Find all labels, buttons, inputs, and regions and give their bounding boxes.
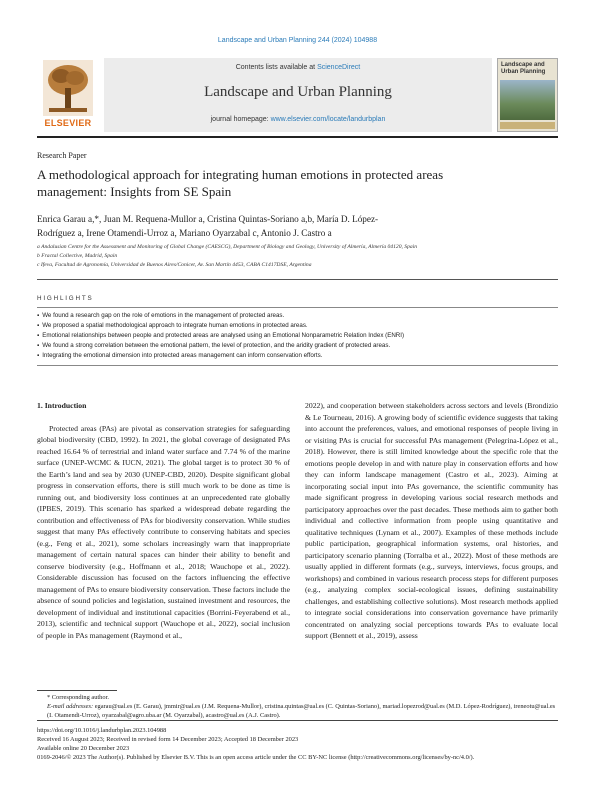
highlight-item: ▪ We found a strong correlation between the emotional pattern, the level of protection, and the aridity gradient of protected areas. bbox=[37, 341, 558, 351]
highlight-item: ▪ Emotional relationships between people and protected areas are analysed using an Emotional Nonparametric Relation Index (ENRI) bbox=[37, 331, 558, 341]
corresponding-author-note: * Corresponding author. bbox=[47, 694, 109, 701]
homepage-link[interactable]: www.elsevier.com/locate/landurbplan bbox=[270, 116, 386, 123]
highlight-item: ▪ We proposed a spatial methodological approach to integrate human emotions in protected areas. bbox=[37, 321, 558, 331]
homepage-prefix: journal homepage: bbox=[210, 116, 271, 123]
sciencedirect-link[interactable]: ScienceDirect bbox=[317, 64, 361, 71]
contents-line bbox=[104, 64, 492, 71]
received-dates: Received 16 August 2023; Received in revised form 14 December 2023; Accepted 18 December 2023 bbox=[37, 736, 299, 743]
contents-prefix: Contents lists available at bbox=[235, 64, 318, 71]
affiliation-a: a Andalusian Centre for the Assessment and Monitoring of Global Change (CAESCG), Department of Biology and Geology, University of Almería, Almería 04120, Spain bbox=[37, 244, 418, 250]
header-divider bbox=[37, 136, 558, 138]
journal-reference[interactable]: Landscape and Urban Planning 244 (2024) 104988 bbox=[217, 37, 378, 44]
article-title: A methodological approach for integrating human emotions in protected areas management: Insights from SE Spain bbox=[37, 167, 444, 199]
intro-paragraph-left: Protected areas (PAs) are pivotal as conservation strategies for safeguarding global biodiversity (CBD, 1992). In 2021, the global coverage of designated PAs reached 16.64 % of terrestrial and inland water surface and 7.74 % of the marine surface (UNEP-WCMC & IUCN, 2021). The global target is to protect 30 % of the Earth’s land and sea by 2030 (UNEP-CBD, 2020). Despite significant global progress in conservation efforts, there is still much work to be done as time is running out, and biodiversity loss continues at an unprecedented rate globally (IPBES, 2019). This scenario has sparked a widespread debate regarding the contribution and effectiveness of PAs for biodiversity conservation. While studies suggest that many PAs effectively contribute to conserving habitats and species (e.g., Feng et al., 2021), some scholars increasingly warn that inappropriate management of certain natural spaces can hinder their ability to benefit and conserve biodiversity (e.g., Hoffmann et al., 2018; Wauchope et al., 2022). Considerable discussion has focused on the factors influencing the effective management of PAs to ensure biodiversity conservation. These factors include the absence of sound policies and legislation, sustained investment and resources, the development of individual and institutional capacities (Borrini-Feyerabend et al., 2013), scientific and technical support (Wauchope et al., 2022), social inclusion of people in PAs management (Raymond et al., bbox=[37, 423, 290, 640]
section-heading: 1. Introduction bbox=[37, 401, 87, 410]
cover-title: Landscape and Urban Planning bbox=[501, 62, 546, 75]
body-column-right bbox=[305, 400, 558, 642]
doi-link[interactable]: https://doi.org/10.1016/j.landurbplan.2023.104988 bbox=[37, 727, 167, 734]
publisher-name: ELSEVIER bbox=[44, 118, 92, 128]
author-list bbox=[37, 212, 557, 240]
body-column-left bbox=[37, 400, 290, 641]
highlight-item: ▪ Integrating the emotional dimension into protected areas management can inform conservation efforts. bbox=[37, 351, 558, 361]
highlights-divider-bottom bbox=[37, 365, 558, 366]
affiliation-divider bbox=[37, 279, 558, 280]
authors-line-2[interactable]: Rodríguez a, Irene Otamendi-Urroz a, Mariano Oyarzabal c, Antonio J. Castro a bbox=[37, 228, 332, 238]
highlights-label: HIGHLIGHTS bbox=[37, 295, 94, 302]
footnote-divider bbox=[37, 690, 117, 691]
highlights-divider-top bbox=[37, 307, 558, 308]
affiliation-b: b Fractal Collective, Madrid, Spain bbox=[37, 253, 118, 259]
highlight-item: ▪ We found a research gap on the role of emotions in the management of protected areas. bbox=[37, 311, 558, 321]
journal-title: Landscape and Urban Planning bbox=[204, 84, 392, 100]
available-online: Available online 20 December 2023 bbox=[37, 745, 130, 752]
intro-paragraph-right: 2022), and cooperation between stakeholders across sectors and levels (Brondizio & Le Tourneau, 2016). A growing body of scientific evidence suggests that taking into account the preferences, values, and emotional responses of people living in or visiting PAs is crucial for successful PAs management (Pelegrina-López et al., 2018). However, there is still limited knowledge about the specific role that the emotions people develop in and with nature play in conservation efforts and how they can inform landscape management (Castro et al., 2023). Aiming at incorporating social input into PAs governance, the scientific community has made significant progress in developing various social research methods and participatory approaches over the past decades. These methods aim to gather both individual and collective information from people using quantitative and qualitative techniques (Lynam et al., 2007). Examples of these methods include public participation, geographical information systems, oral histories, and participatory scenario planning (Torralba et al., 2022). Most of these methods are usually applied in different formats (e.g., surveys, interviews, focus groups, and workshops) and combined in various research process steps for different purposes (e.g., analyzing complex social-ecological issues, defining sustainability challenges, and establishing collective solutions). Most research methods applied to integrate social considerations into conservation governance have primarily concentrated on analyzing social perceptions towards PAs to evaluate local support (Bennett et al., 2019), assess bbox=[305, 401, 558, 640]
article-type: Research Paper bbox=[37, 151, 87, 160]
highlights-list bbox=[37, 311, 558, 361]
cover-strip bbox=[500, 122, 555, 129]
affiliation-c: c Ifeva, Facultad de Agronomía, Universidad de Buenos Aires/Conicet, Av. San Martín 4453, CABA C1417DSE, Argentina bbox=[37, 262, 312, 268]
footer-divider bbox=[37, 720, 558, 721]
email-label: E-mail addresses: bbox=[47, 703, 95, 710]
email-list[interactable]: egarau@ual.es (E. Garau), jmmir@ual.es (J.M. Requena-Mullor), cristina.quintas@ual.es (C. Quintas-Soriano), mariad.lopezrod@ual.es (M.D. López-Rodríguez), ireneotu@ual.es (I. Otamendi-Urroz), oyarzabal@agro.uba.ar (M. Oyarzabal), acastro@ual.es (A.J. Castro). bbox=[47, 703, 556, 719]
license-statement[interactable]: 0169-2046/© 2023 The Author(s). Published by Elsevier B.V. This is an open access article under the CC BY-NC license (http://creativecommons.org/licenses/by-nc/4.0/). bbox=[37, 754, 475, 761]
authors-line-1[interactable]: Enrica Garau a,*, Juan M. Requena-Mullor a, Cristina Quintas-Soriano a,b, María D. López- bbox=[37, 214, 379, 224]
cover-photo bbox=[500, 80, 555, 120]
email-addresses bbox=[47, 703, 558, 720]
homepage-line bbox=[104, 116, 492, 123]
